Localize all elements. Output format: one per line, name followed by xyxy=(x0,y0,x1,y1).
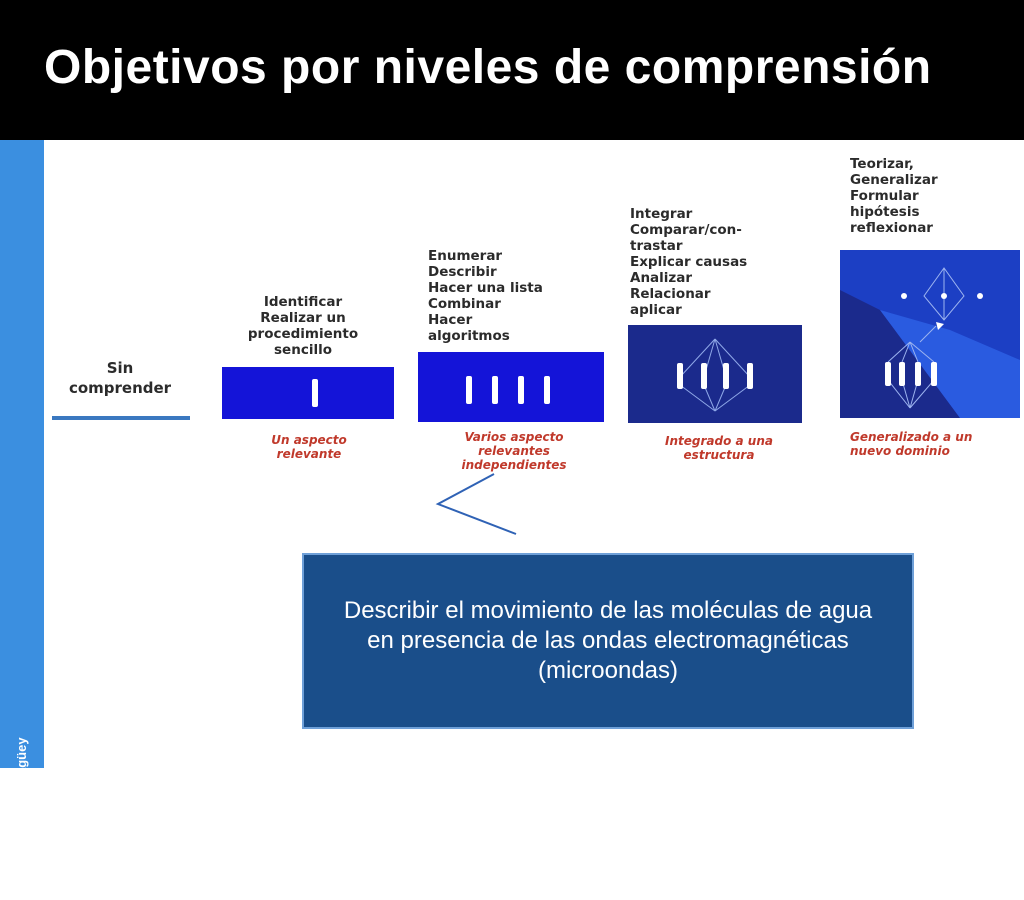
title-bar xyxy=(0,0,1024,140)
level-3-bar-3 xyxy=(723,363,729,389)
level-4-verbs: Teorizar, Generalizar Formular hipótesis reflexionar xyxy=(850,156,938,236)
level-2-bar-3 xyxy=(518,376,524,404)
sidebar-strip xyxy=(0,140,44,900)
level-4-bar-2 xyxy=(899,362,905,386)
level-2-verbs: Enumerar Describir Hacer una lista Combinar Hacer algoritmos xyxy=(428,248,543,344)
level-1-caption: Un aspecto relevante xyxy=(271,433,347,461)
level-3-structure-lines xyxy=(628,325,802,423)
level-2-box xyxy=(418,352,604,422)
objective-callout-box xyxy=(302,553,914,729)
level-4-structure-graphic xyxy=(840,250,1020,418)
level-2-caption: Varios aspecto relevantes independientes xyxy=(461,430,567,472)
university-label: Universidad de Camagüey xyxy=(14,737,29,900)
level-0-line xyxy=(52,416,190,420)
slide-title: Objetivos por niveles de comprensión xyxy=(44,41,932,94)
level-2-bar-2 xyxy=(492,376,498,404)
level-3-bar-1 xyxy=(677,363,683,389)
level-3-bar-4 xyxy=(747,363,753,389)
level-1-box xyxy=(222,367,394,419)
level-1-bar xyxy=(312,379,318,407)
level-3-box xyxy=(628,325,802,423)
level-4-bar-4 xyxy=(931,362,937,386)
level-4-bar-3 xyxy=(915,362,921,386)
comprehension-levels-diagram xyxy=(44,140,1024,480)
objective-callout-text: Describir el movimiento de las moléculas de agua en presencia de las ondas electromagnéticas (microondas) xyxy=(343,597,873,684)
level-1-verbs: Identificar Realizar un procedimiento sencillo xyxy=(247,294,359,358)
level-2-bar-1 xyxy=(466,376,472,404)
level-2-bar-4 xyxy=(544,376,550,404)
level-3-verbs: Integrar Comparar/con- trastar Explicar causas Analizar Relacionar aplicar xyxy=(630,206,748,318)
level-3-caption: Integrado a una estructura xyxy=(665,434,773,462)
angle-marker xyxy=(430,470,530,540)
level-0-label: Sin comprender xyxy=(68,359,172,397)
level-4-caption: Generalizado a un nuevo dominio xyxy=(850,430,973,458)
level-4-bar-1 xyxy=(885,362,891,386)
level-3-bar-2 xyxy=(701,363,707,389)
level-4-box xyxy=(840,250,1020,418)
